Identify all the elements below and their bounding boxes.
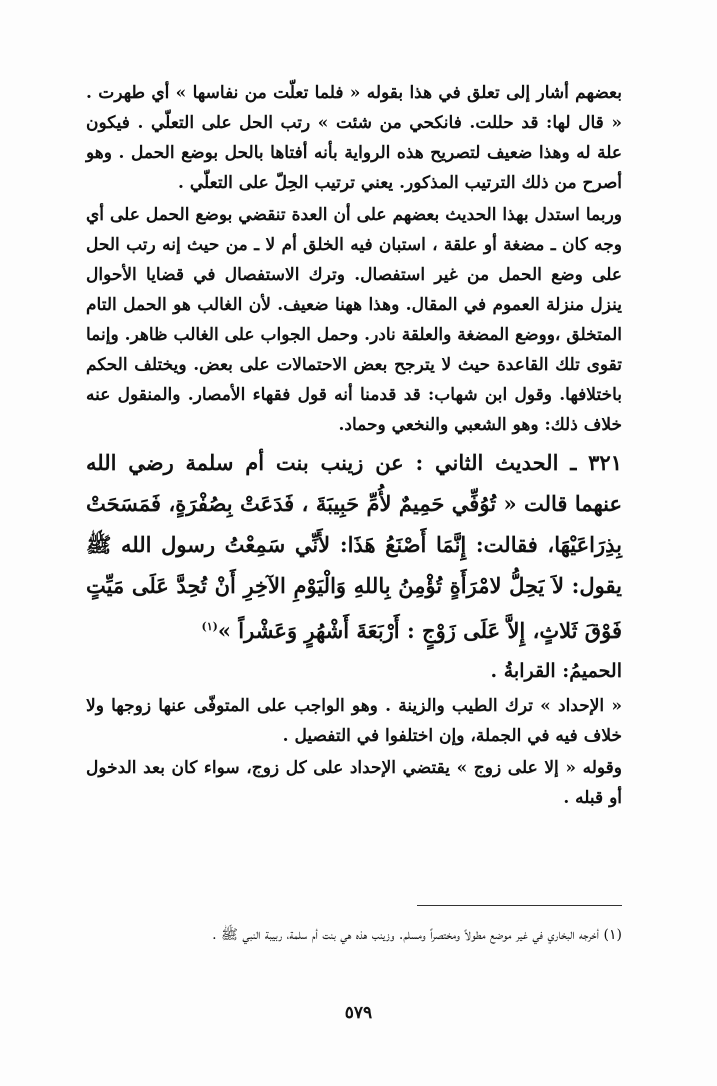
main-text bbox=[86, 78, 622, 813]
page-number: ٥٧٩ bbox=[344, 1003, 373, 1023]
paragraph-4: وقوله « إلا على زوج » يقتضي الإحداد على كل زوج، سواء كان بعد الدخول أو قبله . bbox=[86, 758, 622, 808]
footnote-reference: (١) bbox=[201, 620, 218, 633]
paragraph-1: بعضهم أشار إلى تعلق في هذا بقوله « فلما تعلّت من نفاسها » أي طهرت . « قال لها: قد حللت. فانكحي من شئت » رتب الحل على التعلّي . فيكون علة له وهذا ضعيف لتصريح هذه الرواية بأنه أفتاها بالحل بوضع الحمل . وهو أصرح من ذلك الترتيب المذكور. يعني ترتيب الحِلّ على التعلّي . bbox=[86, 83, 622, 193]
hadith-text: ٣٢١ ـ الحديث الثاني : عن زينب بنت أم سلمة رضي الله عنهما قالت « تُوُفِّي حَمِيمٌ لأُمِّ حَبِيبَةَ ، فَدَعَتْ بِصُفْرَةٍ، فَمَسَحَتْ بِذِرَاعَيْهَا، فقالت: إِنَّمَا أَصْنَعُ هَذَا: لأَنِّي سَمِعْتُ رسول الله ﷺ يقول: لاَ يَحِلُّ لامْرَأَةٍ تُؤْمِنُ بِاللهِ وَالْيَوْمِ الآخِرِ أَنْ تُحِدَّ عَلَى مَيِّتٍ فَوْقَ ثَلاثٍ، إِلاَّ عَلَى زَوْجٍ : أَرْبَعَةَ أَشْهُرٍ وَعَشْراً » bbox=[86, 450, 622, 643]
hadith-paragraph bbox=[86, 442, 622, 651]
definition-line: الحميمُ: القرابةُ . bbox=[490, 660, 622, 682]
footnote-divider bbox=[417, 905, 622, 906]
paragraph-2: وربما استدل بهذا الحديث بعضهم على أن العدة تنقضي بوضع الحمل على أي وجه كان ـ مضغة أو علقة ، استبان فيه الخلق أم لا ـ من حيث إنه رتب الحل على وضع الحمل من غير استفصال. وترك الاستفصال في قضايا الأحوال ينزل منزلة العموم في المقال. وهذا ههنا ضعيف. لأن الغالب هو الحمل التام المتخلق ،ووضع المضغة والعلقة نادر. وحمل الجواب على الغالب ظاهر. وإنما تقوى تلك القاعدة حيث لا يترجح بعض الاحتمالات على بعض. ويختلف الحكم باختلافها. وقول ابن شهاب: قد قدمنا أنه قول فقهاء الأمصار. والمنقول عنه خلاف ذلك: وهو الشعبي والنخعي وحماد. bbox=[86, 205, 622, 435]
paragraph-3: « الإحداد » ترك الطيب والزينة . وهو الواجب على المتوفّى عنها زوجها ولا خلاف فيه في الجملة، وإن اختلفوا في التفصيل . bbox=[86, 696, 622, 746]
footnote: (١) أخرجه البخاري في غير موضع مطولاً ومختصراً ومسلم. وزينب هذه هي بنت أم سلمة، ربيبة النبي ﷺ . bbox=[212, 927, 622, 943]
